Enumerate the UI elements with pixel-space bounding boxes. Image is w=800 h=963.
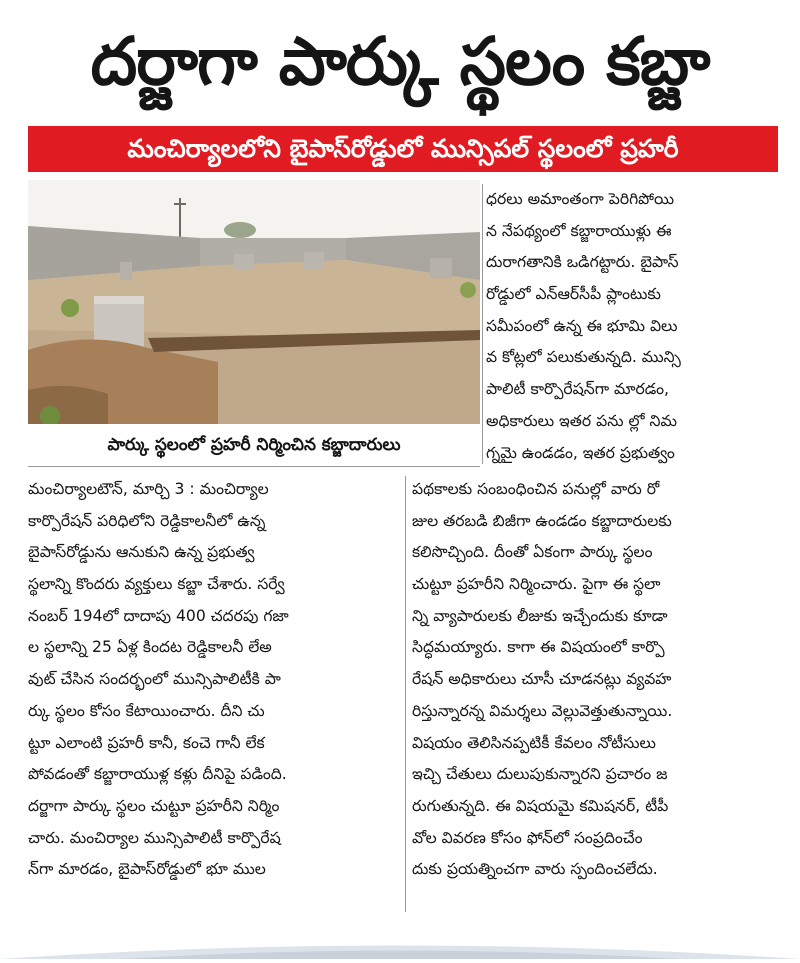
- article-line: ట్టూ ఎలాంటి ప్రహరీ కానీ, కంచె గానీ లేక: [28, 733, 265, 752]
- column-divider: [405, 476, 406, 912]
- article-line: అధికారులు ఇతర పను ల్లో నిమ: [486, 411, 677, 430]
- page-bottom-decoration: [0, 928, 800, 959]
- article-line: చారు. మంచిర్యాల మున్సిపాలిటీ కార్పొరేష: [28, 828, 281, 847]
- article-line: స్థలాన్ని కొందరు వ్యక్తులు కబ్జా చేశారు. సర్వే: [28, 575, 285, 594]
- article-line: పాలిటీ కార్పొరేషన్‌గా మారడం,: [486, 380, 669, 399]
- article-line: కలిసొచ్చింది. దీంతో ఏకంగా పార్కు స్థలం: [412, 543, 653, 562]
- headline: దర్జాగా పార్కు స్థలం కబ్జా: [90, 23, 710, 100]
- article-line: జుల తరబడి బిజీగా ఉండడం కబ్జాదారులకు: [412, 511, 672, 530]
- article-line: న్ని వ్యాపారులకు లీజుకు ఇచ్చేందుకు కూడా: [412, 606, 668, 625]
- article-line: సిద్ధమయ్యారు. కాగా ఈ విషయంలో కార్పొ: [412, 638, 665, 657]
- article-line: దర్జాగా పార్కు స్థలం చుట్టూ ప్రహరీని నిర్మిం: [28, 796, 280, 815]
- article-column-right-top: [486, 184, 776, 469]
- news-photo: [28, 180, 480, 424]
- article-line: రేషన్‌ అధికారులు చూసీ చూడనట్లు వ్యవహ: [412, 670, 672, 689]
- article-line: పథకాలకు సంబంధించిన పనుల్లో వారు రో: [412, 480, 660, 498]
- article-line: ధరలు అమాంతంగా పెరిగిపోయి: [486, 190, 675, 208]
- article-line: ల స్థలాన్ని 25 ఏళ్ల కిందట రెడ్డికాలనీ లేఅ: [28, 638, 272, 657]
- article-column-right-bottom: [412, 474, 776, 886]
- photo-caption: పార్కు స్థలంలో ప్రహరీ నిర్మించిన కబ్జాదారులు: [107, 435, 401, 455]
- article-line: పోవడంతో కబ్జారాయుళ్ల కళ్లు దీనిపై పడింది.: [28, 765, 287, 784]
- photo-column-divider: [482, 184, 483, 464]
- article-line: సమీపంలో ఉన్న ఈ భూమి విలు: [486, 316, 678, 335]
- article-line: న నేపథ్యంలో కబ్జారాయుళ్లు ఈ: [486, 221, 672, 240]
- article-line: ఇచ్చి చేతులు దులుపుకున్నారని ప్రచారం జ: [412, 765, 668, 784]
- article-line: రోడ్డులో ఎన్‌ఆర్‌సీపీ ప్లాంటుకు: [486, 285, 661, 304]
- subheadline-banner: మంచిర్యాలలోని బైపాస్‌రోడ్డులో మున్సిపల్‌ స్థలంలో ప్రహరీ: [28, 126, 778, 172]
- article-line: దురాగతానికి ఒడిగట్టారు. బైపాస్‌: [486, 253, 679, 272]
- article-line: రుగుతున్నది. ఈ విషయమై కమిషనర్‌, టీపీ: [412, 796, 669, 815]
- article-line: నంబర్‌ 194లో దాదాపు 400 చదరపు గజా: [28, 606, 289, 625]
- article-line: వోల వివరణ కోసం ఫోన్‌లో సంప్రదించేం: [412, 828, 643, 847]
- article-line: మంచిర్యాలటౌన్‌, మార్చి 3 : మంచిర్యాల: [28, 480, 269, 498]
- article-line: కార్పొరేషన్‌ పరిధిలోని రెడ్డికాలనీలో ఉన్న: [28, 511, 266, 530]
- article-line: చుట్టూ ప్రహరీని నిర్మించారు. పైగా ఈ స్థలా: [412, 575, 661, 594]
- article-line: రిస్తున్నారన్న విమర్శలు వెల్లువెత్తుతున్నాయి.: [412, 701, 673, 720]
- article-line: న్‌గా మారడం, బైపాస్‌రోడ్డులో భూ ముల: [28, 860, 266, 879]
- caption-underline: [28, 466, 480, 467]
- article-line: గ్నమై ఉండడం, ఇతర ప్రభుత్వం: [486, 443, 675, 462]
- article-line: వ కోట్లలో పలుకుతున్నది. మున్సి: [486, 348, 681, 367]
- article-column-left: [28, 474, 400, 886]
- article-line: ర్కు స్థలం కోసం కేటాయించారు. దీని చు: [28, 701, 265, 720]
- article-line: విషయం తెలిసినప్పటికీ కేవలం నోటీసులు: [412, 733, 656, 752]
- article-line: దుకు ప్రయత్నించగా వారు స్పందించలేదు.: [412, 860, 658, 879]
- article-line: వుట్‌ చేసిన సందర్భంలో మున్సిపాలిటీకి పా: [28, 670, 281, 689]
- article-line: బైపాస్‌రోడ్డును ఆనుకుని ఉన్న ప్రభుత్వ: [28, 543, 255, 562]
